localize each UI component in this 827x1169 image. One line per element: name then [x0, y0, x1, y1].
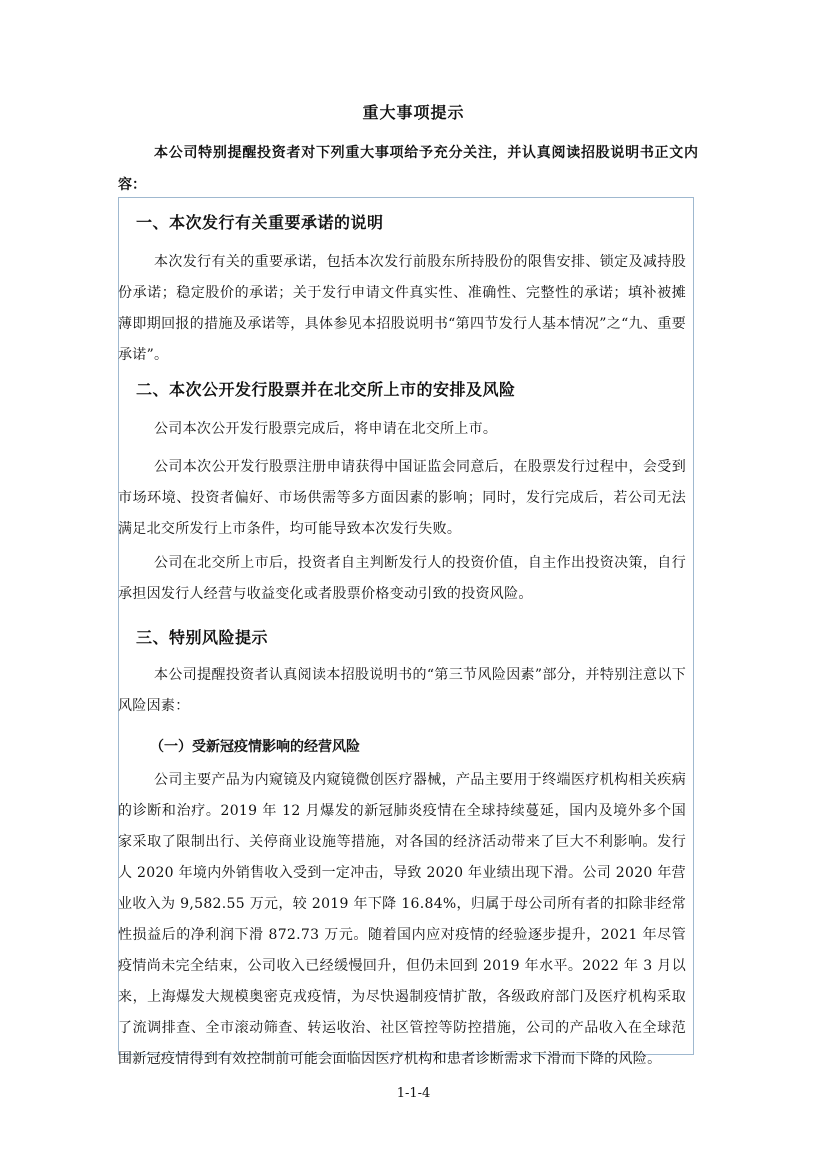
paragraph-3-2: 公司主要产品为内窥镜及内窥镜微创医疗器械，产品主要用于终端医疗机构相关疾病的诊断和治疗。2019 年 12 月爆发的新冠肺炎疫情在全球持续蔓延，国内及境外多个国家采取了限制出行、关停商业设施等措施，对各国的经济活动带来了巨大不利影响。发行人 2020 年境内外销售收入受到一定冲击，导致 2020 年业绩出现下滑。公司 2020 年营业收入为 9,582.55 万元，较 2019 年下降 16.84%，归属于母公司所有者的扣除非经常性损益后的净利润下滑 872.73 万元。随着国内应对疫情的经验逐步提升，2021 年尽管疫情尚未完全结束，公司收入已经缓慢回升，但仍未回到 2019 年水平。2022 年 3 月以来，上海爆发大规模奥密克戎疫情，为尽快遏制疫情扩散，各级政府部门及医疗机构采取了流调排查、全市滚动筛查、转运收治、社区管控等防控措施，公司的产品收入在全球范围新冠疫情得到有效控制前可能会面临因医疗机构和患者诊断需求下滑而下降的风险。 [118, 772, 686, 1067]
page-number: 1-1-4 [396, 1086, 431, 1101]
subsection-heading: （一）受新冠疫情影响的经营风险 [150, 739, 360, 755]
section-heading-3: 三、特别风险提示 [136, 628, 269, 647]
paragraph-2-1: 公司本次公开发行股票完成后，将申请在北交所上市。 [154, 421, 498, 437]
page-title: 重大事项提示 [362, 103, 465, 122]
intro-notice: 本公司特别提醒投资者对下列重大事项给予充分关注，并认真阅读招股说明书正文内容： [118, 145, 698, 193]
paragraph-2-2: 公司本次公开发行股票注册申请获得中国证监会同意后，在股票发行过程中，会受到市场环境、投资者偏好、市场供需等多方面因素的影响；同时，发行完成后，若公司无法满足北交所发行上市条件，均可能导致本次发行失败。 [118, 459, 686, 537]
paragraph-3-1: 本公司提醒投资者认真阅读本招股说明书的“第三节风险因素”部分，并特别注意以下风险因素： [118, 667, 686, 714]
paragraph-1-1: 本次发行有关的重要承诺，包括本次发行前股东所持股份的限售安排、锁定及减持股份承诺；稳定股价的承诺；关于发行申请文件真实性、准确性、完整性的承诺；填补被摊薄即期回报的措施及承诺等，具体参见本招股说明书“第四节发行人基本情况”之“九、重要承诺”。 [118, 254, 686, 363]
section-heading-1: 一、本次发行有关重要承诺的说明 [136, 213, 384, 232]
section-heading-2: 二、本次公开发行股票并在北交所上市的安排及风险 [136, 380, 516, 399]
paragraph-2-3: 公司在北交所上市后，投资者自主判断发行人的投资价值，自主作出投资决策，自行承担因发行人经营与收益变化或者股票价格变动引致的投资风险。 [118, 555, 686, 602]
